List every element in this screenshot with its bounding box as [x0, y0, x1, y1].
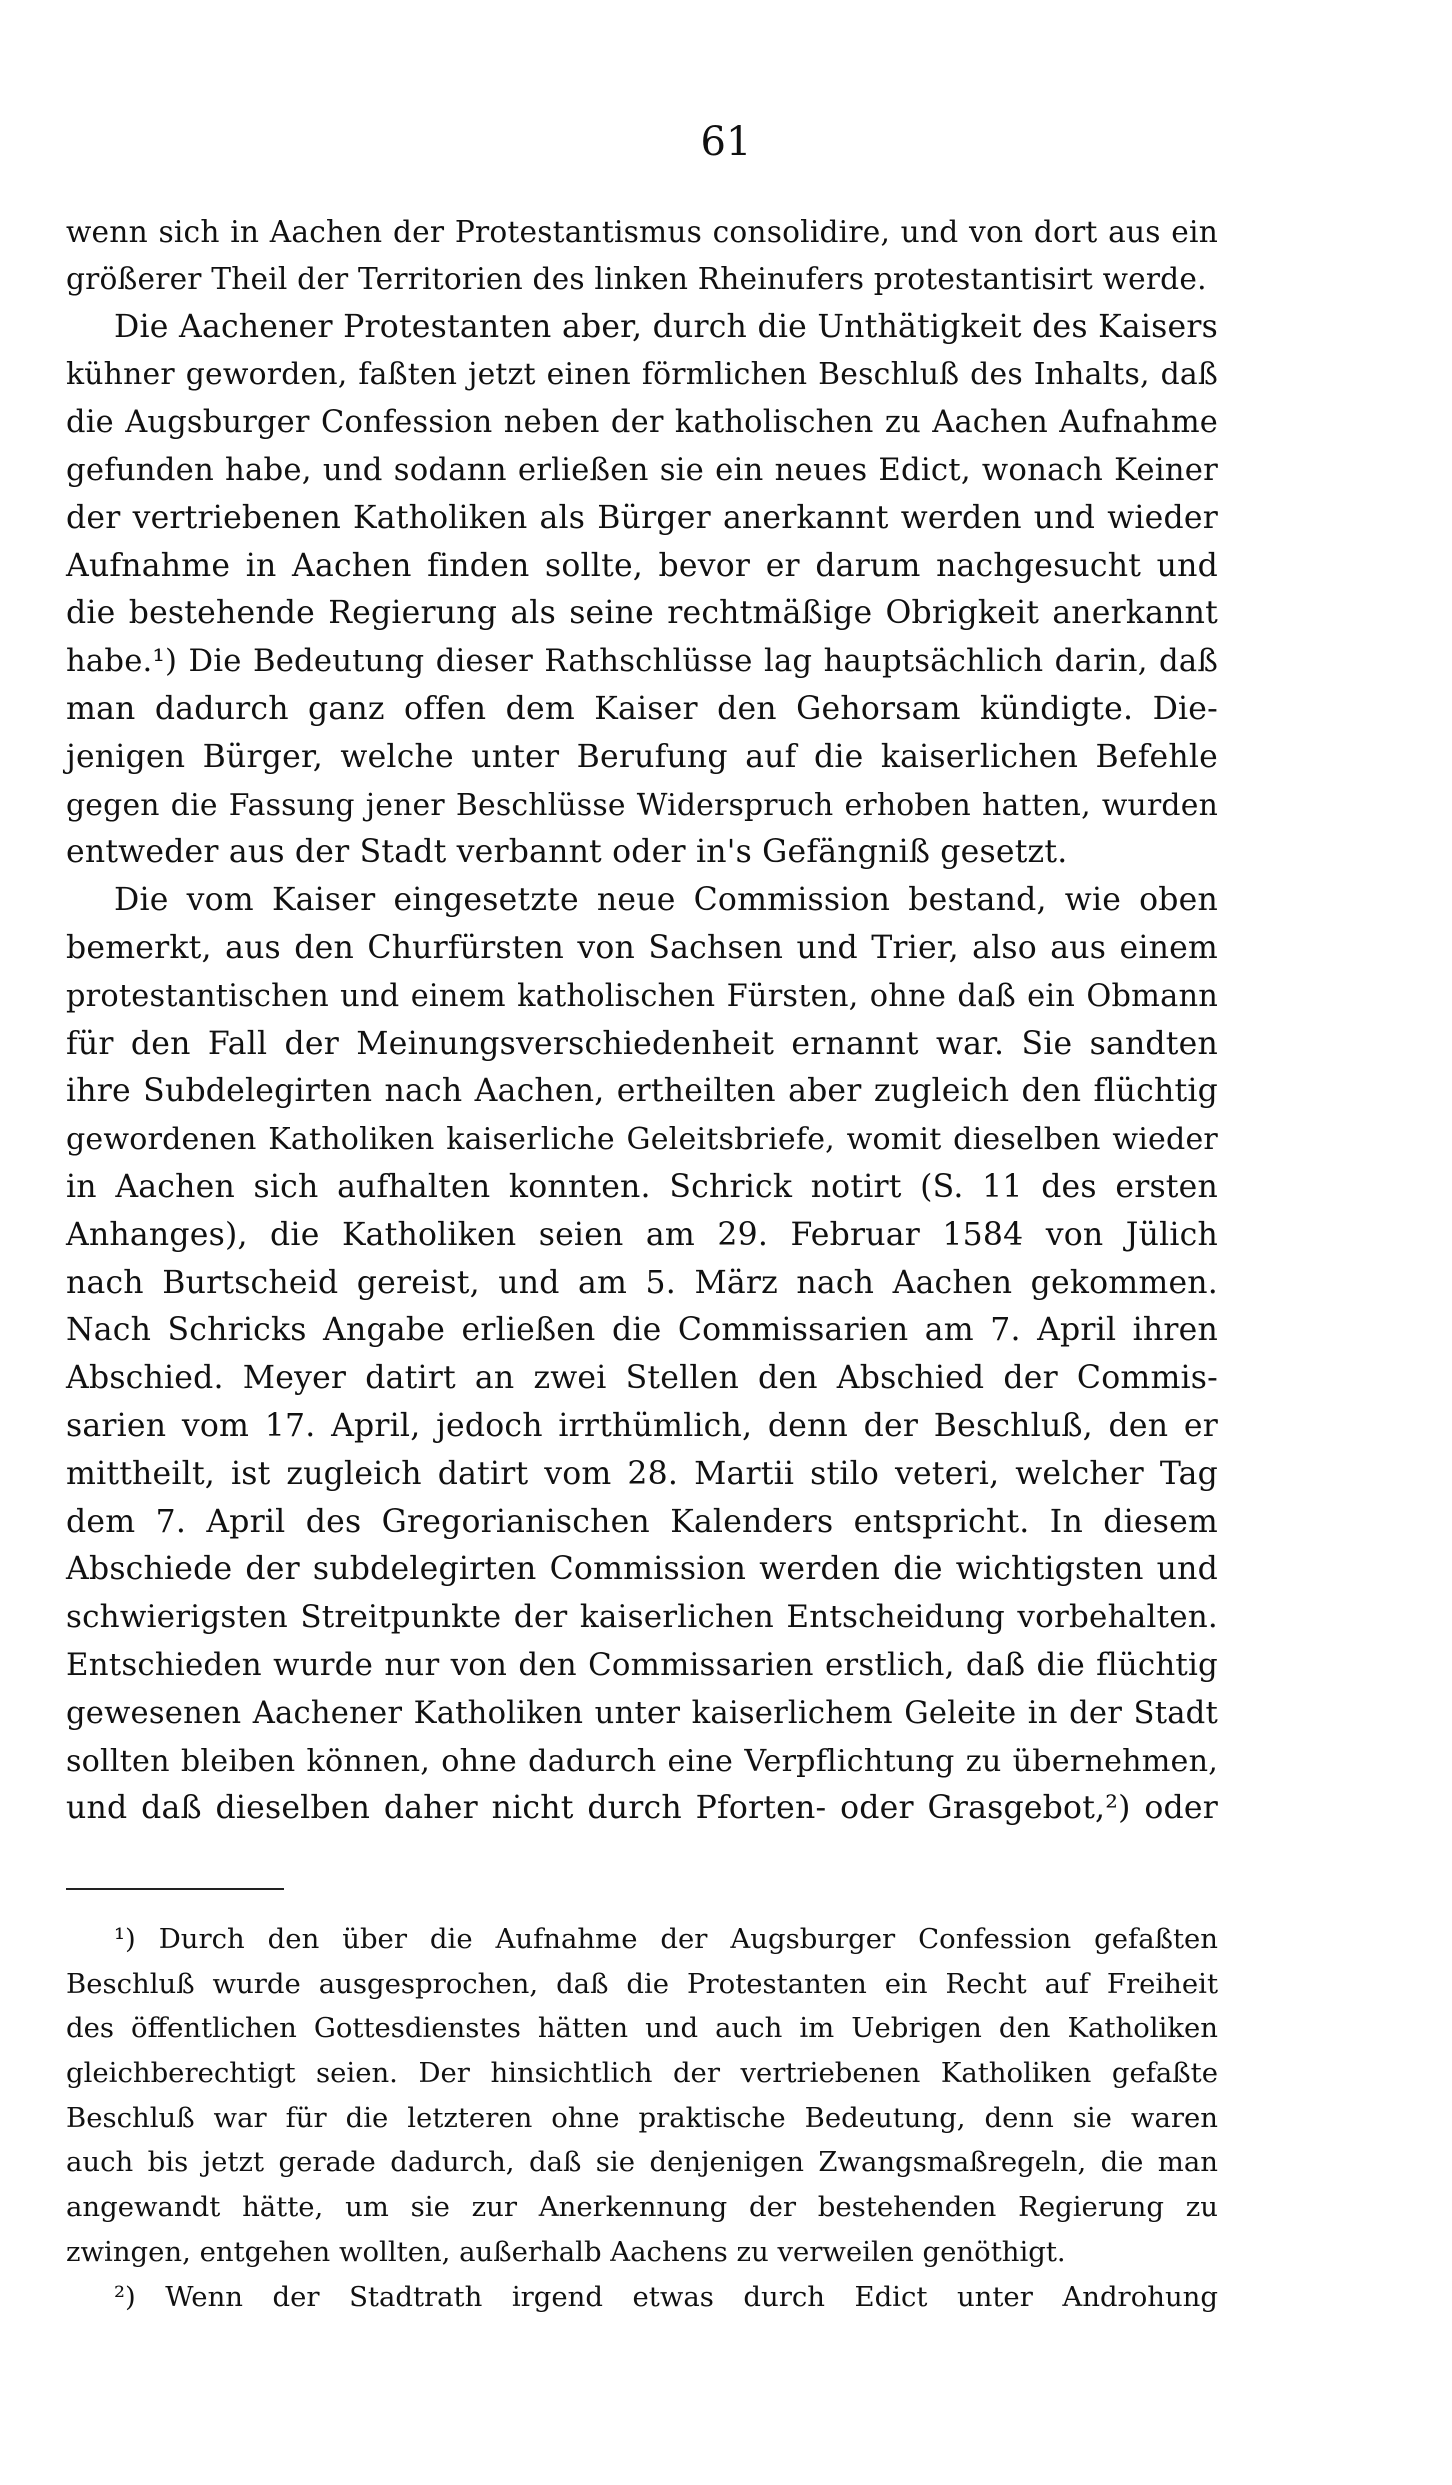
text-line: Die Aachener Protestanten aber, durch die Unthätigkeit des Kaisers: [114, 308, 1218, 345]
footnote-line: Beschluß wurde ausgesprochen, daß die Protestanten ein Recht auf Freiheit: [66, 1967, 1218, 2000]
main-text-block: [66, 208, 1218, 1833]
text-line: nach Burtscheid gereist, und am 5. März nach Aachen gekommen.: [66, 1264, 1218, 1301]
text-line: gegen die Fassung jener Beschlüsse Widerspruch erhoben hatten, wurden: [66, 787, 1218, 823]
text-line: die bestehende Regierung als seine rechtmäßige Obrigkeit anerkannt: [66, 595, 1218, 632]
text-line: für den Fall der Meinungsverschiedenheit ernannt war. Sie sandten: [66, 1025, 1218, 1062]
text-line: protestantischen und einem katholischen Fürsten, ohne daß ein Obmann: [66, 978, 1218, 1014]
text-line: der vertriebenen Katholiken als Bürger anerkannt werden und wieder: [66, 499, 1218, 536]
footnote-line: zwingen, entgehen wollten, außerhalb Aachens zu verweilen genöthigt.: [66, 2235, 1066, 2268]
text-line: gewordenen Katholiken kaiserliche Geleitsbriefe, womit dieselben wieder: [66, 1122, 1218, 1158]
text-line: Abschiede der subdelegirten Commission werden die wichtigsten und: [66, 1551, 1218, 1588]
text-line: Abschied. Meyer datirt an zwei Stellen den Abschied der Commis-: [66, 1360, 1218, 1397]
text-line: Nach Schricks Angabe erließen die Commissarien am 7. April ihren: [66, 1312, 1218, 1349]
footnote-line: des öffentlichen Gottesdienstes hätten und auch im Uebrigen den Katholiken: [66, 2012, 1218, 2045]
footnote-line: gleichberechtigt seien. Der hinsichtlich der vertriebenen Katholiken gefaßte: [66, 2057, 1218, 2090]
text-line: man dadurch ganz offen dem Kaiser den Gehorsam kündigte. Die-: [66, 690, 1218, 727]
footnote-line: ²) Wenn der Stadtrath irgend etwas durch Edict unter Androhung: [114, 2280, 1218, 2313]
text-line: und daß dieselben daher nicht durch Pforten- oder Grasgebot,²) oder: [66, 1790, 1218, 1827]
text-line: größerer Theil der Territorien des linken Rheinufers protestantisirt werde.: [66, 261, 1207, 296]
footnotes-block: [66, 1917, 1218, 2319]
text-line: in Aachen sich aufhalten konnten. Schrick notirt (S. 11 des ersten: [66, 1168, 1218, 1205]
text-line: sarien vom 17. April, jedoch irrthümlich, denn der Beschluß, den er: [66, 1407, 1218, 1444]
text-line: ihre Subdelegirten nach Aachen, ertheilten aber zugleich den flüchtig: [66, 1073, 1218, 1110]
text-line: schwierigsten Streitpunkte der kaiserlichen Entscheidung vorbehalten.: [66, 1599, 1218, 1636]
text-line: sollten bleiben können, ohne dadurch eine Verpflichtung zu übernehmen,: [66, 1743, 1218, 1779]
text-line: gefunden habe, und sodann erließen sie ein neues Edict, wonach Keiner: [66, 451, 1218, 488]
text-line: Anhanges), die Katholiken seien am 29. Februar 1584 von Jülich: [66, 1216, 1218, 1253]
text-line: Entschieden wurde nur von den Commissarien erstlich, daß die flüchtig: [66, 1646, 1218, 1683]
footnote-divider: [66, 1888, 284, 1890]
text-line: entweder aus der Stadt verbannt oder in's Gefängniß gesetzt.: [66, 834, 1068, 871]
footnote-line: auch bis jetzt gerade dadurch, daß sie denjenigen Zwangsmaßregeln, die man: [66, 2146, 1218, 2179]
text-line: bemerkt, aus den Churfürsten von Sachsen und Trier, also aus einem: [66, 929, 1218, 966]
text-line: wenn sich in Aachen der Protestantismus consolidire, und von dort aus ein: [66, 214, 1218, 249]
text-line: die Augsburger Confession neben der katholischen zu Aachen Aufnahme: [66, 405, 1218, 441]
text-line: Aufnahme in Aachen finden sollte, bevor er darum nachgesucht und: [66, 547, 1218, 584]
text-line: mittheilt, ist zugleich datirt vom 28. Martii stilo veteri, welcher Tag: [66, 1455, 1218, 1492]
text-line: Die vom Kaiser eingesetzte neue Commission bestand, wie oben: [114, 882, 1218, 919]
text-line: dem 7. April des Gregorianischen Kalenders entspricht. In diesem: [66, 1503, 1218, 1540]
text-line: gewesenen Aachener Katholiken unter kaiserlichem Geleite in der Stadt: [66, 1695, 1218, 1731]
text-line: jenigen Bürger, welche unter Berufung auf die kaiserlichen Befehle: [66, 738, 1218, 775]
footnote-line: ¹) Durch den über die Aufnahme der Augsburger Confession gefaßten: [114, 1923, 1218, 1955]
text-line: kühner geworden, faßten jetzt einen förmlichen Beschluß des Inhalts, daß: [66, 357, 1218, 393]
footnote-line: angewandt hätte, um sie zur Anerkennung der bestehenden Regierung zu: [66, 2191, 1218, 2224]
text-line: habe.¹) Die Bedeutung dieser Rathschlüsse lag hauptsächlich darin, daß: [66, 644, 1218, 680]
page-number: 61: [700, 119, 752, 165]
footnote-line: Beschluß war für die letzteren ohne praktische Bedeutung, denn sie waren: [66, 2101, 1218, 2134]
